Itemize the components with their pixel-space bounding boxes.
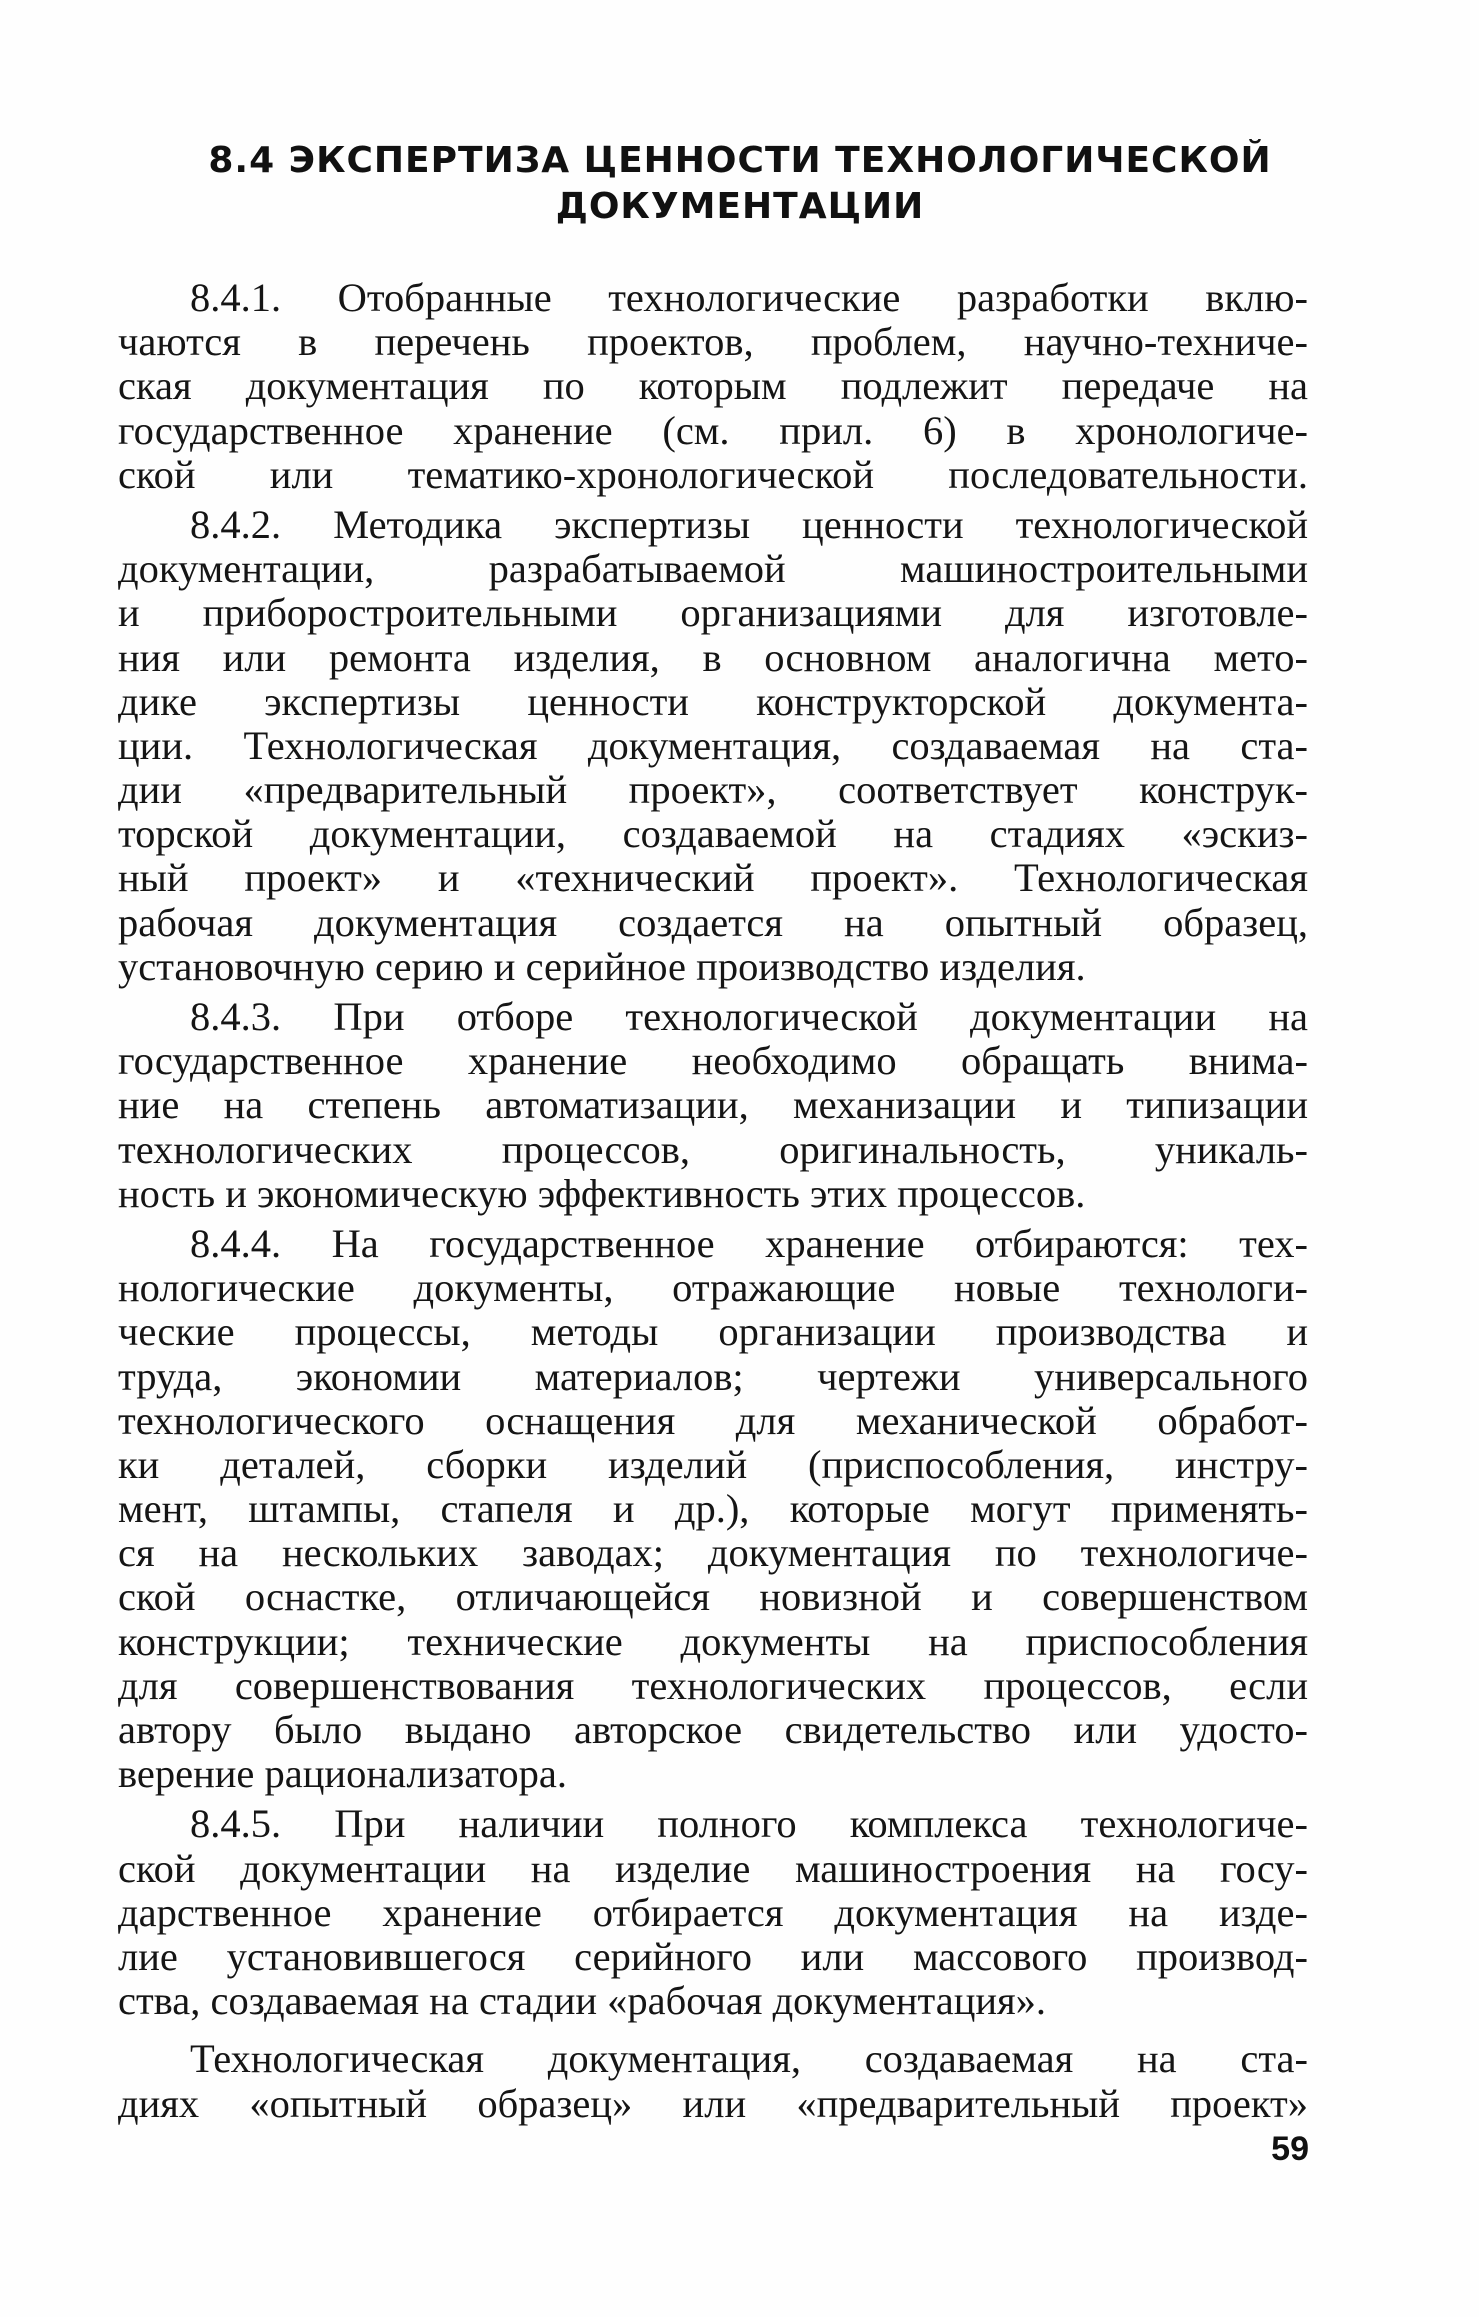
text-line: технологических процессов, оригинальность, уникаль- (118, 1126, 1308, 1172)
text-line: Технологическая документация, создаваемая на ста- (190, 2036, 1308, 2082)
text-line: верение рационализатора. (118, 1751, 567, 1797)
text-line: 8.4.2. Методика экспертизы ценности технологической (190, 501, 1308, 547)
text-line: ской оснастке, отличающейся новизной и совершенством (118, 1574, 1308, 1620)
paragraph-continuation (118, 2037, 1308, 2125)
page-number: 59 (1271, 2130, 1309, 2168)
section-heading-line: ДОКУМЕНТАЦИИ (555, 186, 925, 227)
section-heading (180, 138, 1300, 230)
text-line: 8.4.1. Отобранные технологические разработки вклю- (190, 275, 1308, 320)
text-line: ской документации на изделие машиностроения на госу- (118, 1845, 1308, 1891)
text-line: 8.4.4. На государственное хранение отбираются: тех- (190, 1220, 1308, 1266)
text-line: рабочая документация создается на опытный образец, (118, 899, 1308, 945)
text-line: установочную серию и серийное производство изделия. (118, 943, 1086, 989)
text-line: труда, экономии материалов; чертежи универсального (118, 1353, 1308, 1399)
text-line: дии «предварительный проект», соответствует конструк- (118, 767, 1308, 813)
paragraph-8-4-5 (118, 1802, 1308, 2023)
body-text (118, 276, 1308, 2126)
paragraph-8-4-2 (118, 503, 1308, 989)
text-line: диях «опытный образец» или «предварительный проект» (118, 2080, 1308, 2126)
text-line: 8.4.5. При наличии полного комплекса технологиче- (190, 1801, 1308, 1847)
text-line: ства, создаваемая на стадии «рабочая документация». (118, 1978, 1047, 2024)
text-line: торской документации, создаваемой на стадиях «эскиз- (118, 811, 1308, 857)
text-line: и приборостроительными организациями для изготовле- (118, 590, 1308, 636)
text-line: дике экспертизы ценности конструкторской документа- (118, 678, 1308, 724)
text-line: нологические документы, отражающие новые технологи- (118, 1265, 1308, 1311)
text-line: документации, разрабатываемой машиностроительными (118, 546, 1308, 592)
paragraph-8-4-4 (118, 1222, 1308, 1796)
text-line: ние на степень автоматизации, механизации и типизации (118, 1082, 1308, 1128)
text-line: дарственное хранение отбирается документация на изде- (118, 1889, 1308, 1935)
text-line: ции. Технологическая документация, создаваемая на ста- (118, 722, 1308, 768)
text-line: конструкции; технические документы на приспособления (118, 1618, 1308, 1664)
text-line: для совершенствования технологических процессов, если (118, 1662, 1308, 1708)
text-line: мент, штампы, стапеля и др.), которые могут применять- (118, 1486, 1308, 1532)
section-heading-line: 8.4 ЭКСПЕРТИЗА ЦЕННОСТИ ТЕХНОЛОГИЧЕСКОЙ (208, 140, 1272, 181)
text-line: ся на нескольких заводах; документация по технологиче- (118, 1530, 1308, 1576)
text-line: ный проект» и «технический проект». Технологическая (118, 855, 1308, 901)
text-line: 8.4.3. При отборе технологической документации на (190, 994, 1308, 1039)
text-line: ния или ремонта изделия, в основном аналогична мето- (118, 634, 1308, 680)
text-line: чаются в перечень проектов, проблем, научно-техниче- (118, 319, 1308, 365)
text-line: ческие процессы, методы организации производства и (118, 1309, 1308, 1355)
text-line: ской или тематико-хронологической последовательности. (118, 451, 1308, 497)
text-line: автору было выдано авторское свидетельство или удосто- (118, 1707, 1308, 1752)
text-line: технологического оснащения для механической обработ- (118, 1397, 1308, 1443)
text-line: государственное хранение (см. прил. 6) в хронологиче- (118, 407, 1308, 453)
text-line: ская документация по которым подлежит передаче на (118, 363, 1308, 409)
paragraph-8-4-1 (118, 276, 1308, 497)
text-line: ки деталей, сборки изделий (приспособления, инстру- (118, 1441, 1308, 1487)
paragraph-8-4-3 (118, 995, 1308, 1216)
text-line: государственное хранение необходимо обращать внима- (118, 1038, 1308, 1084)
text-line: лие установившегося серийного или массового производ- (118, 1933, 1308, 1979)
text-line: ность и экономическую эффективность этих процессов. (118, 1170, 1086, 1216)
